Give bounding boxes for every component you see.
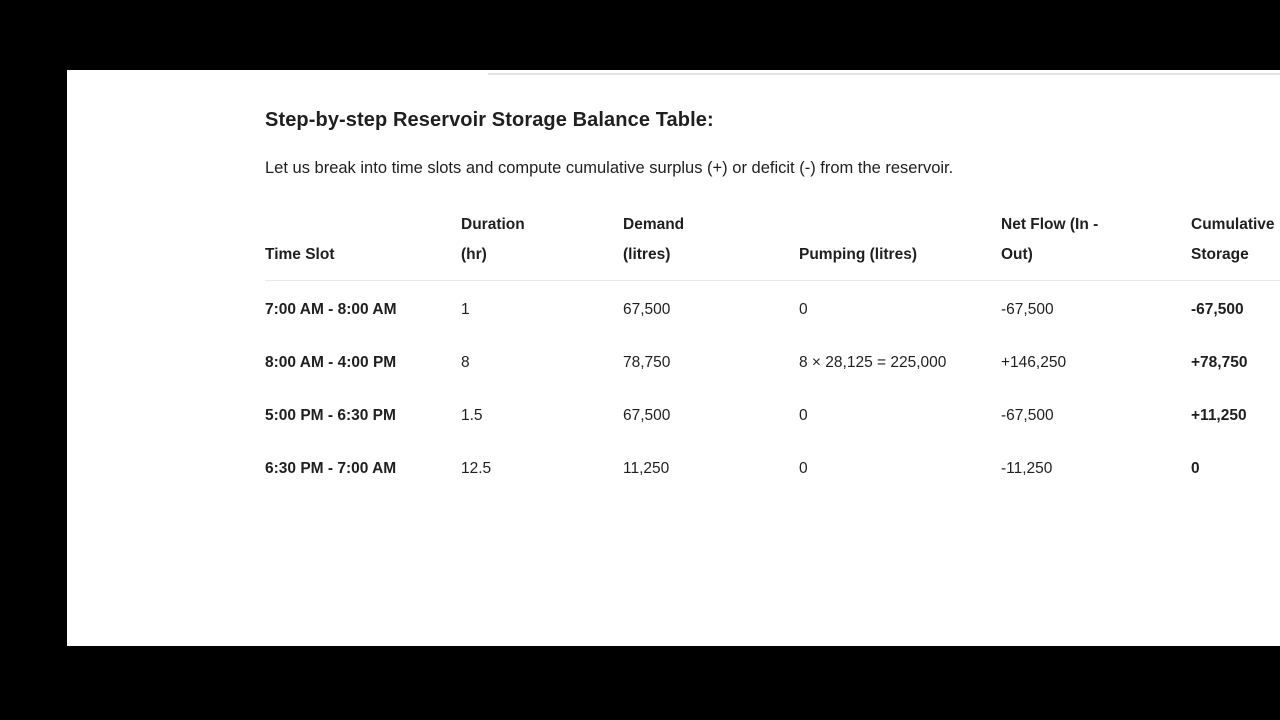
column-header-line: Pumping (litres) xyxy=(799,246,917,263)
table-cell: 0 xyxy=(799,460,808,477)
table-cell: 7:00 AM - 8:00 AM xyxy=(265,301,397,318)
table-row xyxy=(265,334,1280,387)
table-row xyxy=(265,281,1280,335)
column-header-line: Out) xyxy=(1001,246,1033,263)
column-header xyxy=(461,210,623,281)
table-cell: 8:00 AM - 4:00 PM xyxy=(265,354,397,371)
column-header-line: (hr) xyxy=(461,246,487,263)
column-header xyxy=(265,210,461,281)
column-header-line: Duration xyxy=(461,216,525,233)
table-cell: 5:00 PM - 6:30 PM xyxy=(265,407,396,424)
table-row xyxy=(265,387,1280,440)
table-cell: 78,750 xyxy=(623,354,671,371)
column-header-line: Demand xyxy=(623,216,685,233)
table-cell: 8 × 28,125 = 225,000 xyxy=(799,354,947,371)
column-header-line: Cumulative xyxy=(1191,216,1275,233)
table-cell: 0 xyxy=(799,301,808,318)
column-header-line: Net Flow (In - xyxy=(1001,216,1099,233)
column-header-line: Storage xyxy=(1191,246,1249,263)
page-content xyxy=(265,106,1280,493)
page-top-edge-line xyxy=(488,73,1280,75)
table-cell: 0 xyxy=(1191,460,1200,477)
reservoir-balance-table xyxy=(265,210,1280,493)
table-cell: 67,500 xyxy=(623,301,671,318)
document-page xyxy=(67,70,1280,646)
table-cell: 1.5 xyxy=(461,407,483,424)
page-title: Step-by-step Reservoir Storage Balance Table: xyxy=(265,109,714,131)
table-body xyxy=(265,281,1280,494)
table-cell: +78,750 xyxy=(1191,354,1248,371)
table-cell: 0 xyxy=(799,407,808,424)
table-cell: -67,500 xyxy=(1001,407,1054,424)
table-cell: 11,250 xyxy=(623,460,670,477)
table-cell: 12.5 xyxy=(461,460,492,477)
table-row xyxy=(265,440,1280,493)
column-header xyxy=(1001,210,1191,281)
table-cell: +146,250 xyxy=(1001,354,1067,371)
column-header xyxy=(1191,210,1280,281)
table-cell: +11,250 xyxy=(1191,407,1247,424)
table-cell: 1 xyxy=(461,301,470,318)
column-header-line: Time Slot xyxy=(265,246,335,263)
column-header xyxy=(799,210,1001,281)
table-cell: -67,500 xyxy=(1001,301,1054,318)
column-header-line: (litres) xyxy=(623,246,671,263)
table-head xyxy=(265,210,1280,281)
table-header-row xyxy=(265,210,1280,281)
table-cell: 6:30 PM - 7:00 AM xyxy=(265,460,397,477)
table-cell: -67,500 xyxy=(1191,301,1244,318)
intro-paragraph: Let us break into time slots and compute cumulative surplus (+) or deficit (-) from the reservoir. xyxy=(265,159,954,177)
table-cell: 67,500 xyxy=(623,407,671,424)
table-cell: 8 xyxy=(461,354,470,371)
table-cell: -11,250 xyxy=(1001,460,1053,477)
column-header xyxy=(623,210,799,281)
